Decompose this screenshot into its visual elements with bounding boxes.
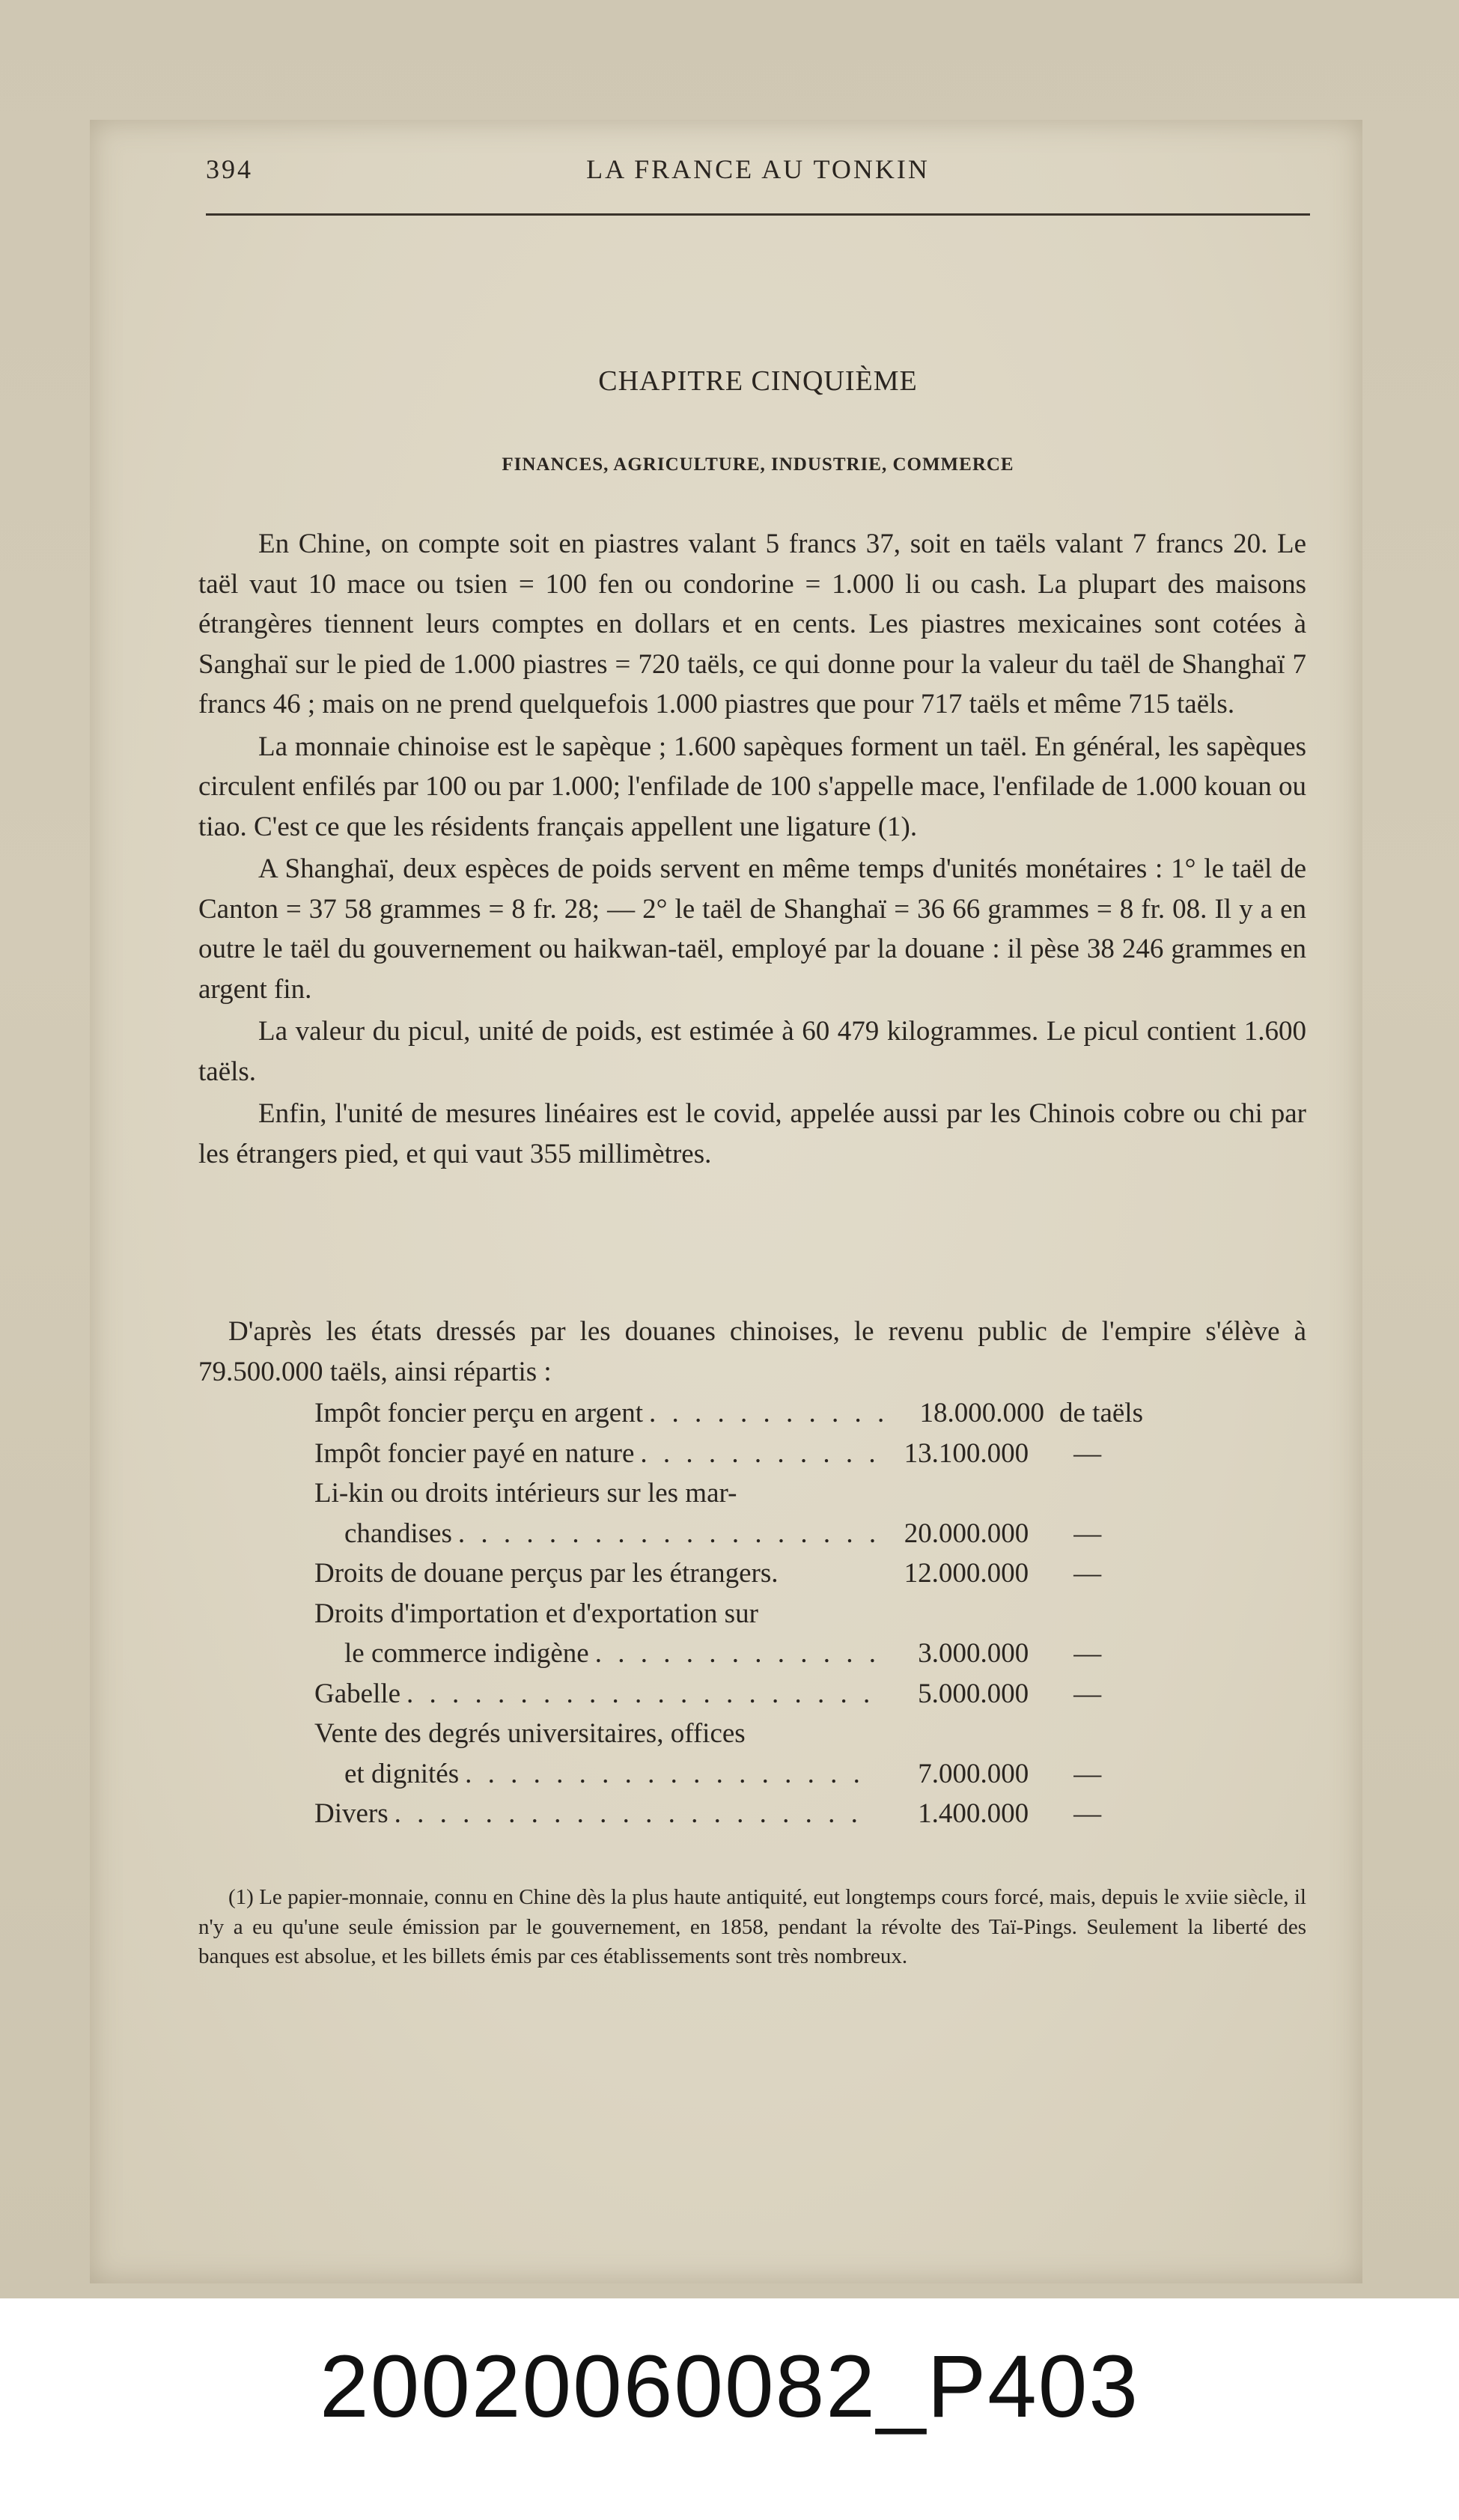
revenue-row (314, 1434, 1213, 1474)
body-text (198, 524, 1306, 1174)
paragraph-picul: La valeur du picul, unité de poids, est estimée à 60 479 kilogrammes. Le picul contient 1.600 taëls. (198, 1016, 1306, 1087)
leader-dots (459, 1754, 875, 1795)
paragraph-sapeque: La monnaie chinoise est le sapèque ; 1.600 sapèques forment un taël. En général, les sapèques circulent enfilés par 100 ou par 1.000; l'enfilade de 100 s'appelle mace, l'enfilade de 1.000 kouan ou tiao. C'est ce que les résidents français appellent une ligature (1). (198, 731, 1306, 842)
ditto-dash: — (1073, 1437, 1102, 1469)
revenue-row (314, 1794, 1213, 1834)
revenue-row-continuation (314, 1514, 1213, 1554)
paragraph-currency: En Chine, on compte soit en piastres valant 5 francs 37, soit en taëls valant 7 francs 20. Le taël vaut 10 mace ou tsien = 100 fen ou condorine = 1.000 li ou cash. La plupart des maisons étrangères tiennent leurs comptes en dollars et en cents. Les piastres mexicaines sont cotées à Sanghaï sur le pied de 1.000 piastres = 720 taëls, ce qui donne pour la valeur du taël de Shanghaï 7 francs 46 ; mais on ne prend quelquefois 1.000 piastres que pour 717 taëls et même 715 taëls. (198, 529, 1306, 719)
revenue-label: Impôt foncier perçu en argent (314, 1398, 644, 1428)
revenue-amount: 20.000.000 (904, 1518, 1029, 1549)
revenue-label: Vente des degrés universitaires, offices (314, 1718, 746, 1749)
ditto-dash: — (1073, 1558, 1102, 1589)
revenue-row (314, 1714, 1213, 1754)
chapter-title: CHAPITRE CINQUIÈME (598, 365, 918, 397)
ditto-dash: — (1073, 1518, 1102, 1549)
page-number: 394 (206, 154, 253, 184)
leader-dots (452, 1514, 875, 1554)
revenue-amount: 5.000.000 (918, 1678, 1029, 1709)
header-rule (206, 213, 1310, 216)
revenue-row-continuation (314, 1754, 1213, 1795)
leader-dots (400, 1674, 875, 1714)
revenue-row (314, 1393, 1213, 1434)
leader-dots (389, 1794, 875, 1834)
revenue-unit: de taëls (1059, 1398, 1143, 1428)
leader-dots (643, 1393, 887, 1434)
image-caption: 20020060082_P403 (319, 2337, 1140, 2436)
revenue-intro-text: D'après les états dressés par les douanes chinoises, le revenu public de l'empire s'élève à 79.500.000 taëls, ainsi répartis : (198, 1316, 1306, 1387)
revenue-amount: 12.000.000 (904, 1558, 1029, 1589)
revenue-amount: 7.000.000 (918, 1758, 1029, 1789)
leader-dots (634, 1434, 874, 1474)
leader-dots (589, 1634, 875, 1674)
revenue-row (314, 1674, 1213, 1714)
revenue-label: Droits de douane perçus par les étrangers. (314, 1558, 779, 1589)
revenue-label-continuation: le commerce indigène (344, 1638, 589, 1669)
ditto-dash: — (1073, 1798, 1102, 1829)
revenue-label: Gabelle (314, 1678, 401, 1709)
revenue-table (314, 1393, 1213, 1834)
footnote (198, 1883, 1306, 1972)
revenue-label-continuation: et dignités (344, 1758, 460, 1789)
revenue-label: Droits d'importation et d'exportation sur (314, 1598, 758, 1629)
revenue-row (314, 1553, 1213, 1594)
revenue-label: Divers (314, 1798, 389, 1829)
revenue-label-continuation: chandises (344, 1518, 452, 1549)
revenue-label: Impôt foncier payé en nature (314, 1437, 635, 1469)
chapter-subtitle: FINANCES, AGRICULTURE, INDUSTRIE, COMMERCE (502, 454, 1014, 475)
revenue-amount: 13.100.000 (904, 1437, 1029, 1469)
revenue-amount: 1.400.000 (918, 1798, 1029, 1829)
revenue-intro (198, 1312, 1306, 1392)
ditto-dash: — (1073, 1678, 1102, 1709)
revenue-amount: 18.000.000 (919, 1398, 1044, 1428)
paragraph-weights: A Shanghaï, deux espèces de poids servent en même temps d'unités monétaires : 1° le taël de Canton = 37 58 grammes = 8 fr. 28; — 2° le taël de Shanghaï = 36 66 grammes = 8 fr. 08. Il y a en outre le taël du gouvernement ou haikwan-taël, employé par la douane : il pèse 38 246 grammes en argent fin. (198, 853, 1306, 1005)
revenue-amount: 3.000.000 (918, 1638, 1029, 1669)
revenue-row-continuation (314, 1634, 1213, 1674)
revenue-label: Li-kin ou droits intérieurs sur les mar- (314, 1478, 737, 1509)
ditto-dash: — (1073, 1638, 1102, 1669)
running-title: LA FRANCE AU TONKIN (586, 154, 930, 184)
footnote-text: (1) Le papier-monnaie, connu en Chine dès la plus haute antiquité, eut longtemps cours forcé, mais, depuis le xviie siècle, il n'y a eu qu'une seule émission par le gouvernement, en 1858, pendant la révolte des Taï-Pings. Seulement la liberté des banques est absolue, et les billets émis par ces établissements sont très nombreux. (198, 1885, 1306, 1968)
ditto-dash: — (1073, 1758, 1102, 1789)
revenue-row (314, 1473, 1213, 1514)
running-header (206, 153, 1310, 198)
paragraph-covid: Enfin, l'unité de mesures linéaires est le covid, appelée aussi par les Chinois cobre ou chi par les étrangers pied, et qui vaut 355 millimètres. (198, 1098, 1306, 1169)
revenue-row (314, 1594, 1213, 1634)
